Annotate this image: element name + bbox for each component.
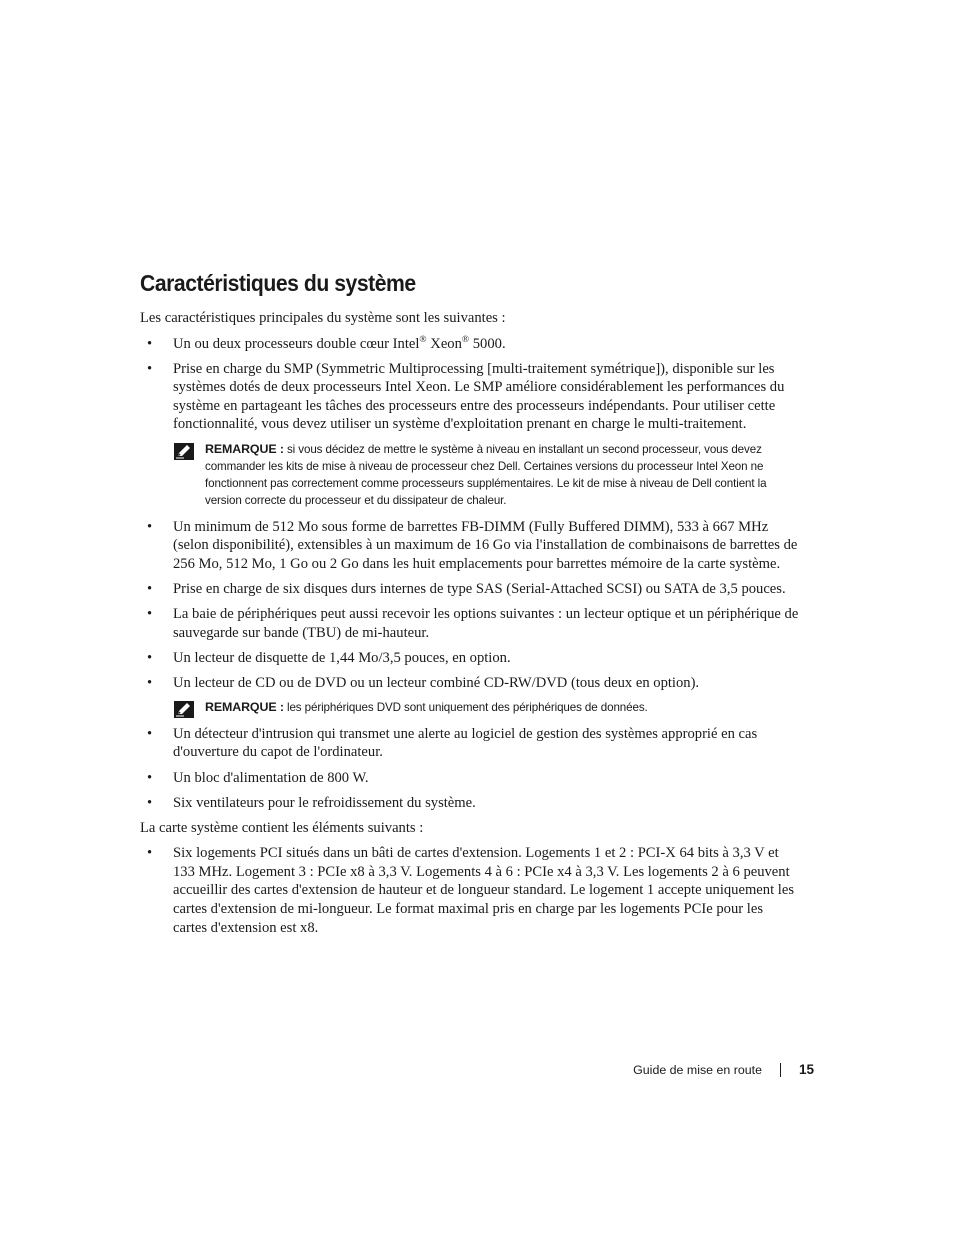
bullet-glyph: •: [147, 794, 153, 811]
bullet-glyph: •: [147, 649, 153, 666]
system-board-intro: La carte système contient les éléments suivants :: [140, 819, 424, 836]
note-label: REMARQUE :: [205, 441, 284, 456]
list-item: [140, 725, 800, 762]
note-block: [140, 441, 800, 509]
text-fragment: 5000.: [469, 335, 506, 352]
page-footer: [633, 1062, 814, 1077]
pencil-note-icon: [174, 701, 194, 718]
list-item: [140, 518, 800, 574]
bullet-glyph: •: [147, 769, 153, 786]
list-item-text: Prise en charge de six disques durs internes de type SAS (Serial-Attached SCSI) ou SATA de 3,5 pouces.: [173, 580, 786, 597]
system-board-list: [140, 844, 800, 937]
features-list: [140, 335, 800, 434]
bullet-glyph: •: [147, 674, 153, 691]
registered-mark: ®: [461, 334, 470, 345]
section-title: Caractéristiques du système: [140, 270, 416, 296]
list-item-text: Six logements PCI situés dans un bâti de cartes d'extension. Logements 1 et 2 : PCI-X 64 bits à 3,3 V et 133 MHz. Logement 3 : PCIe x8 à 3,3 V. Logements 4 à 6 : PCIe x4 à 3,3 V. Les logements 2 à 6 peuvent accueillir des cartes d'extension de hauteur et de longueur standard. Le logement 1 accepte uniquement les cartes d'extension de mi-longueur. Le format maximal pris en charge par les logements PCIe pour les cartes d'extension est x8.: [173, 845, 794, 936]
section-body: [140, 309, 800, 944]
text-fragment: Xeon: [426, 335, 462, 352]
features-list-continued: [140, 518, 800, 693]
bullet-glyph: •: [147, 335, 153, 352]
list-item-text: Un lecteur de disquette de 1,44 Mo/3,5 pouces, en option.: [173, 649, 511, 666]
footer-separator: [780, 1063, 781, 1077]
list-item: [140, 769, 800, 788]
bullet-glyph: •: [147, 580, 153, 597]
list-item-text: Un minimum de 512 Mo sous forme de barrettes FB-DIMM (Fully Buffered DIMM), 533 à 667 MHz (selon disponibilité), extensibles à un maximum de 16 Go via l'installation de combinaisons de barrettes de 256 Mo, 512 Mo, 1 Go ou 2 Go dans les huit emplacements pour barrettes mémoire de la carte système.: [173, 518, 798, 572]
bullet-glyph: •: [147, 845, 153, 862]
list-item: [140, 335, 800, 354]
list-item: [140, 580, 800, 599]
note-block: [140, 699, 800, 716]
pencil-note-icon: [174, 443, 194, 460]
bullet-glyph: •: [147, 518, 153, 535]
list-item: [140, 360, 800, 434]
list-item: [140, 844, 800, 937]
note-text: si vous décidez de mettre le système à niveau en installant un second processeur, vous devez commander les kits de mise à niveau de processeur chez Dell. Certaines versions du processeur Intel Xeon ne fonctionnent pas correctement comme processeurs supplémentaires. Le kit de mise à niveau de Dell contient la version correcte du processeur et du dissipateur de chaleur.: [205, 442, 767, 507]
list-item-text: Prise en charge du SMP (Symmetric Multiprocessing [multi-traitement symétrique]), disponible sur les systèmes dotés de deux processeurs Intel Xeon. Le SMP améliore considérablement les performances du système en partageant les tâches des processeurs entre des processeurs indépendants. Pour utiliser cette fonctionnalité, vous devez utiliser un système d'exploitation prenant en charge le multi-traitement.: [173, 360, 785, 433]
list-item-text: Un détecteur d'intrusion qui transmet une alerte au logiciel de gestion des systèmes approprié en cas d'ouverture du capot de l'ordinateur.: [173, 725, 758, 761]
features-list-end: [140, 725, 800, 812]
bullet-glyph: •: [147, 725, 153, 742]
list-item: [140, 649, 800, 668]
bullet-glyph: •: [147, 605, 153, 622]
list-item-text: La baie de périphériques peut aussi recevoir les options suivantes : un lecteur optique et un périphérique de sauvegarde sur bande (TBU) de mi-hauteur.: [173, 605, 799, 641]
registered-mark: ®: [419, 334, 427, 345]
footer-guide-title: Guide de mise en route: [633, 1062, 762, 1077]
page-number: 15: [798, 1062, 814, 1077]
note-text: les périphériques DVD sont uniquement des périphériques de données.: [283, 700, 648, 714]
intro-paragraph: Les caractéristiques principales du système sont les suivantes :: [140, 310, 506, 326]
list-item-text: Un lecteur de CD ou de DVD ou un lecteur combiné CD-RW/DVD (tous deux en option).: [173, 674, 700, 691]
list-item-text: Six ventilateurs pour le refroidissement du système.: [173, 794, 476, 811]
list-item: [140, 794, 800, 813]
list-item: [140, 674, 800, 693]
list-item-text: Un bloc d'alimentation de 800 W.: [173, 769, 369, 786]
list-item-text: [173, 336, 506, 352]
note-label: REMARQUE :: [205, 699, 284, 714]
text-fragment: Un ou deux processeurs double cœur Intel: [173, 335, 420, 352]
list-item: [140, 605, 800, 642]
bullet-glyph: •: [147, 360, 153, 377]
